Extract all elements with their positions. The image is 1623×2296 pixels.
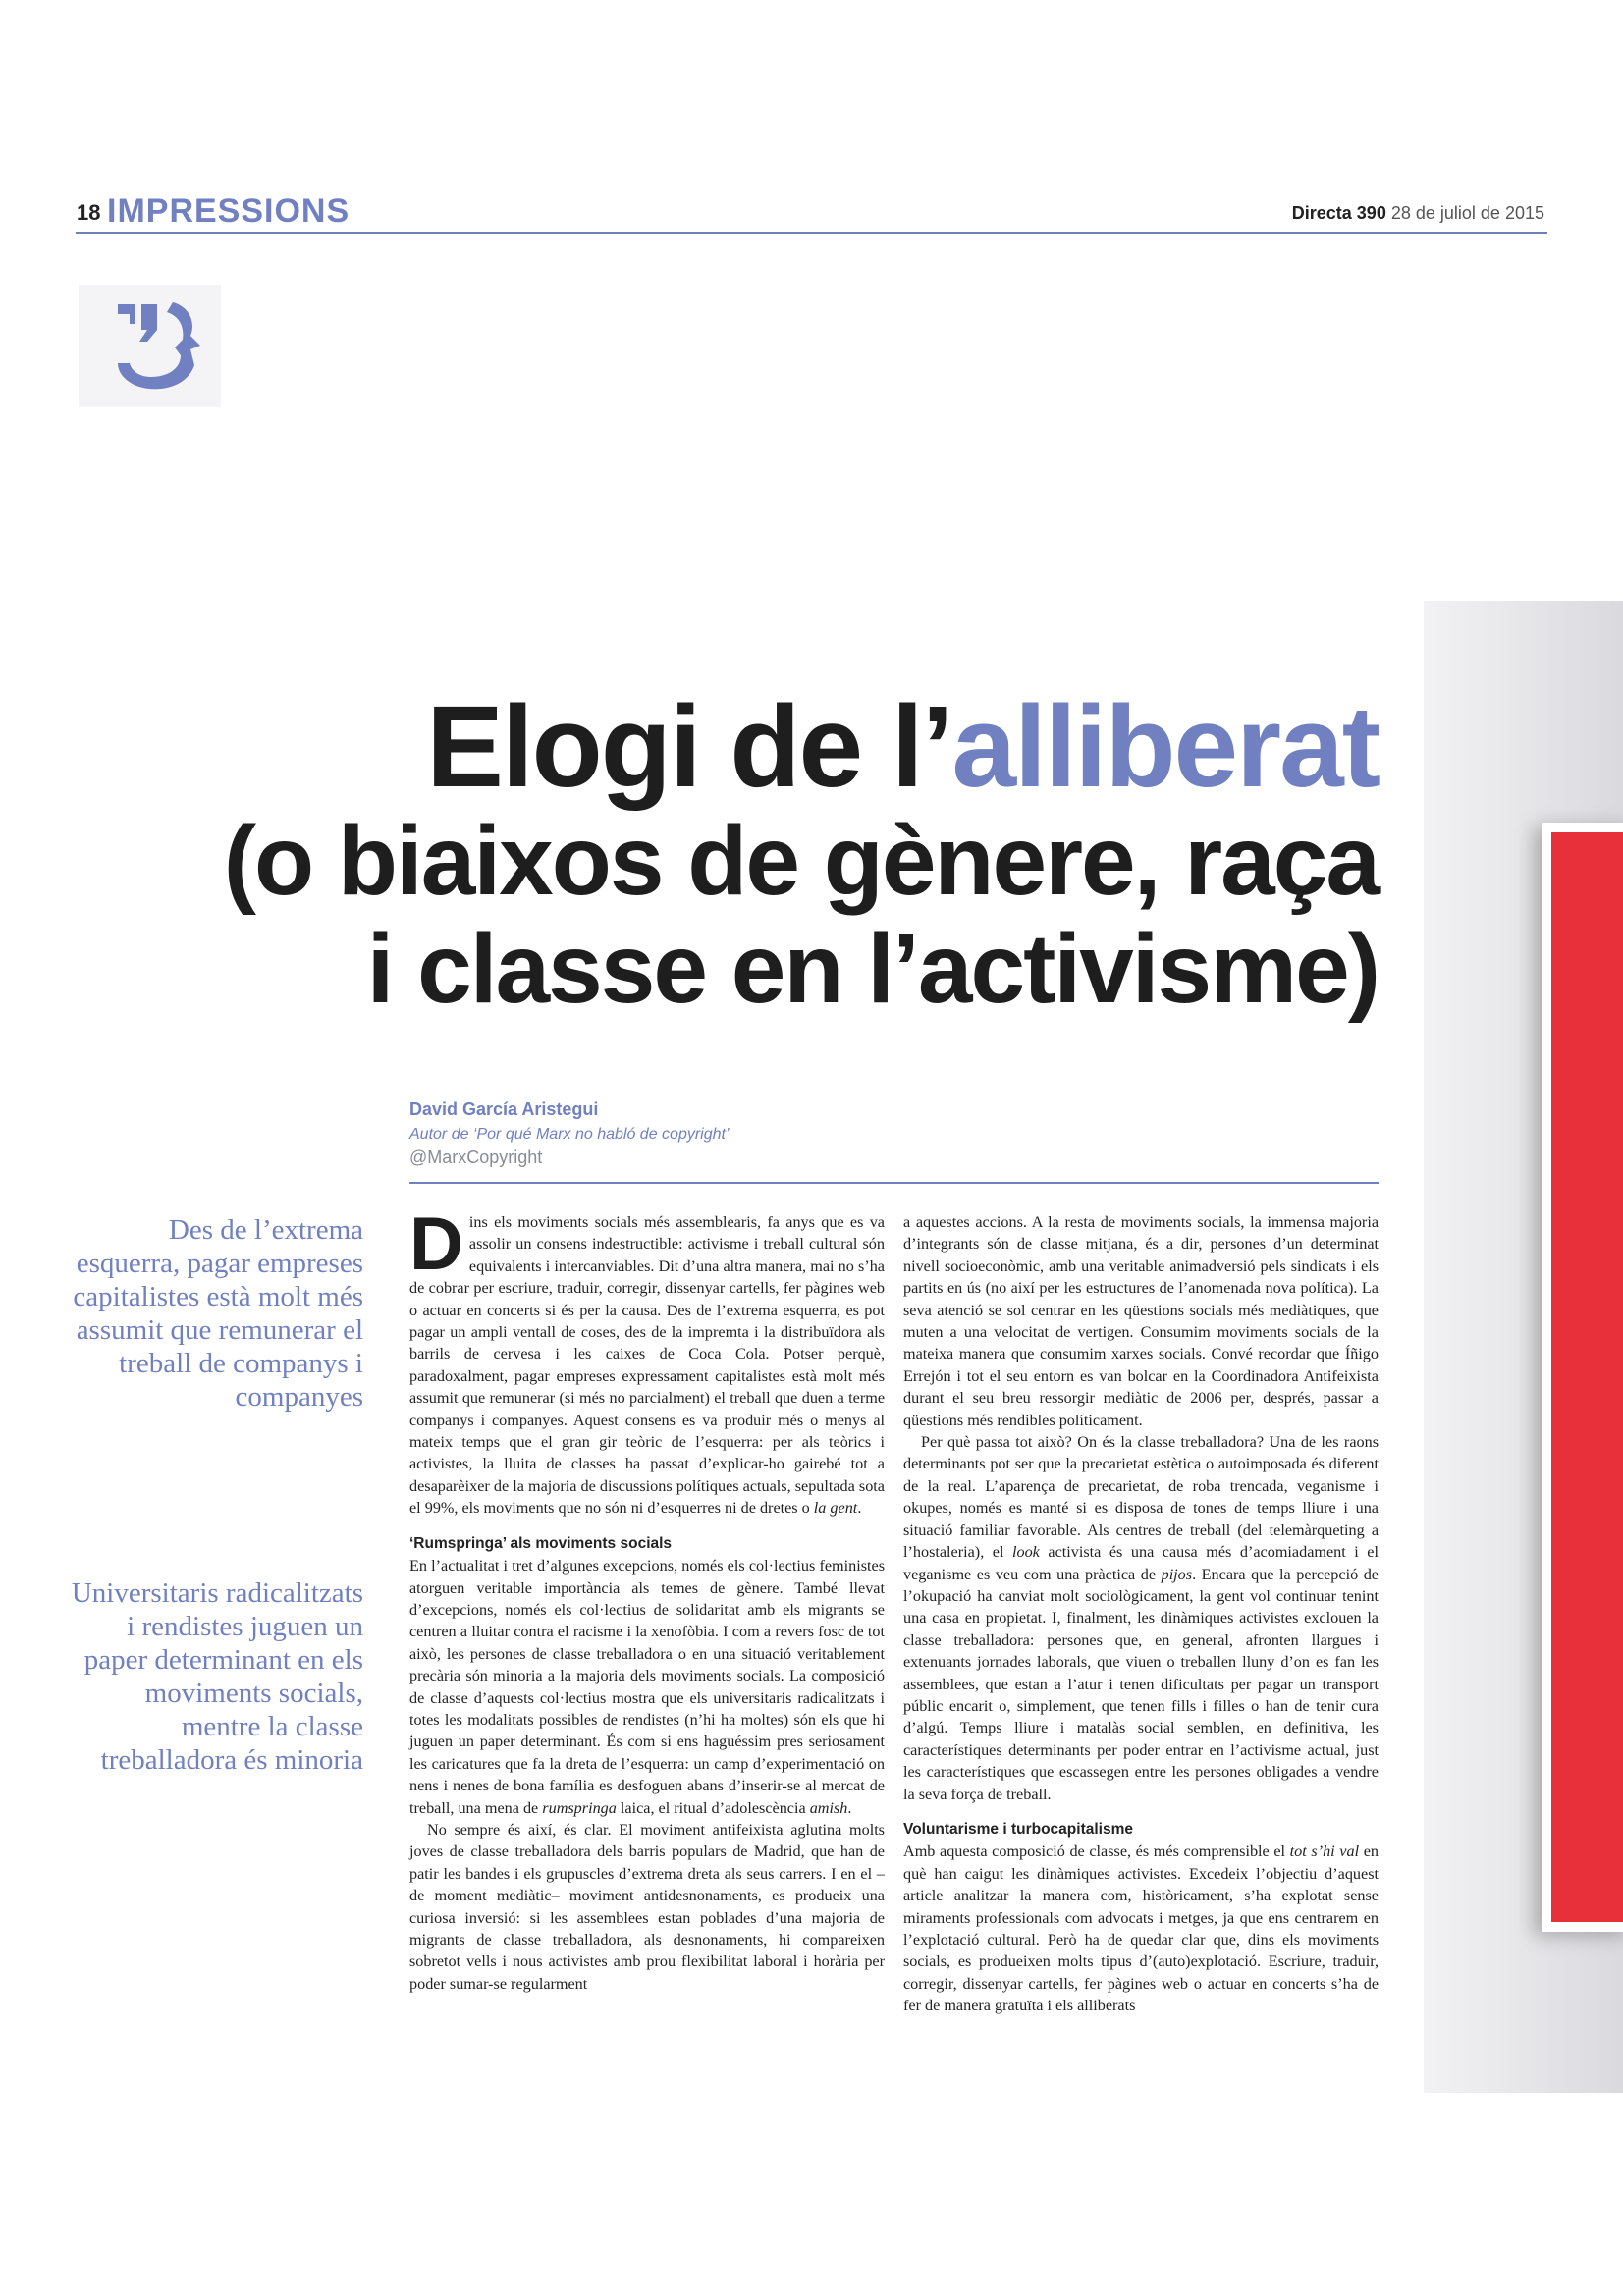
subheading: Voluntarisme i turbocapitalisme xyxy=(903,1820,1133,1838)
title-highlight: alliberat xyxy=(951,682,1379,812)
paragraph: En l’actualitat i tret d’algunes excepcions, només els col·lectius feministes atorguen veritable importància als temes de gènere. També llevat d’excepcions, només els col·lectius de solidaritat amb els migrants se centren a lluitar contra el racisme i la xenofòbia. I com a revers fosc de tot això, les persones de classe treballadora o en una situació veritablement precària són minoria a la majoria dels moviments socials. La composició de classe d’aquests col·lectius mostra que els universitaris radicalitzats i totes les modalitats possibles de rendistes (n’hi ha moltes) són els que hi juguen un paper determinant. És com si ens haguéssim pres seriosament les caricatures que fa la dreta de l’esquerra: un camp d’experimentació on nens i nenes de bona família es desfoguen abans d’inserir-se al mercat de treball, una mena de rumspringa laica, el ritual d’adolescència amish. xyxy=(409,1557,885,1817)
section-title: IMPRESSIONS xyxy=(107,192,351,230)
author-name: David García Aristegui xyxy=(409,1099,599,1119)
publication-name: Directa 390 xyxy=(1291,203,1386,223)
paragraph: Amb aquesta composició de classe, és més comprensible el tot s’hi val en què han caigut les dinàmiques activistes. Excedeix l’objectiu d’aquest article analitzar la manera com, històricament, s’ha explotat sense miraments professionals com advocats i metges, ja que ens centrarem en l’explotació cultural. Però ha de quedar clar que, dins els moviments socials, es produeixen molts tipus d’(auto)explotació. Escriure, traduir, corregir, dissenyar cartells, fer pàgines web o actuar en concerts s’ha de fer de manera gratuïta i els alliberats xyxy=(903,1842,1380,2015)
byline xyxy=(409,1099,730,1168)
header-rule xyxy=(76,232,1547,234)
article-column-1 xyxy=(409,1202,885,1995)
issue-info xyxy=(1292,203,1544,224)
author-handle[interactable]: @MarxCopyright xyxy=(409,1148,543,1167)
byline-rule xyxy=(409,1182,1379,1184)
title-line-3: i classe en l’activisme) xyxy=(366,914,1379,1024)
title-line-2: (o biaixos de gènere, raça xyxy=(223,806,1379,916)
pull-quote-2: Universitaris radicalitzats i rendistes juguen un paper determinant en els moviments socials, mentre la classe treballadora és minoria xyxy=(71,1577,363,1776)
speech-face-icon xyxy=(79,285,221,407)
paragraph: a aquestes accions. A la resta de moviments socials, la immensa majoria d’integrants són de classe mitjana, és a dir, persones d’un determinat nivell socioeconòmic, amb una veritable animadversió pels sindicats i els partits en ús (no així per les estructures de l’anomenada nova política). La seva atenció se sol centrar en les qüestions socials més mediàtiques, que muten a una velocitat de vertigen. Consumim moviments socials de la mateixa manera que consumim xarxes socials. Convé recordar que Íñigo Errejón i tot el seu entorn es van bolcar en la Coordinadora Antifeixista durant el seu breu ressorgir mediàtic de 2006 per, després, passar a qüestions més rendibles políticament. xyxy=(903,1213,1379,1429)
paragraph: No sempre és així, és clar. El moviment antifeixista aglutina molts joves de classe treballadora dels barris populars de Madrid, que han de patir les bandes i els grupuscles d’extrema dreta als seus carrers. I en el –de moment mediàtic– moviment antidesnonaments, es produeix una curiosa inversió: si les assemblees estan poblades d’una majoria de migrants de classe treballadora, als desnonaments, hi compareixen sobretot vells i nous activistes amb prou flexibilitat laboral i horària per poder sumar-se regularment xyxy=(409,1820,885,1993)
author-role: Autor de ‘Por qué Marx no habló de copyright’ xyxy=(409,1126,730,1143)
article-column-2 xyxy=(903,1211,1379,2017)
paragraph: Dins els moviments socials més assemblearis, fa anys que es va assolir un consens indestructible: activisme i treball cultural són equivalents i intercanviables. Dit d’una altra manera, mai no s’ha de cobrar per escriure, traduir, corregir, dissenyar cartells, fer pàgines web o actuar en concerts si és per la causa. Des de l’extrema esquerra, es pot pagar un ampli ventall de coses, des de la impremta i la distribuïdora als barrils de cervesa i les caixes de Coca Cola. Potser perquè, paradoxalment, pagar empreses expressament capitalistes està molt més assumit que remunerar (si més no parcialment) el treball que duen a terme companys i companyes. Aquest consens es va produir més o menys al mateix temps que el gran gir teòric de l’esquerra: per als teòrics i activistes, la lluita de classes ha passat d’explicar-ho gairebé tot a desaparèixer de la majoria de discussions polítiques actuals, sepultada sota el 99%, els moviments que no són ni d’esquerres ni de dretes o la gent. xyxy=(409,1202,885,1518)
pull-quote-1: Des de l’extrema esquerra, pagar empreses capitalistes està molt més assumit que remunerar el treball de companys i companyes xyxy=(73,1214,363,1413)
subheading: ‘Rumspringa’ als moviments socials xyxy=(409,1534,673,1552)
drop-cap: D xyxy=(409,1202,463,1286)
article-title xyxy=(223,682,1379,1024)
page-number: 18 xyxy=(77,200,101,225)
red-card-image xyxy=(1542,823,1623,1932)
paragraph: Per què passa tot això? On és la classe treballadora? Una de les raons determinants pot ser que la precarietat estètica o autoimposada és diferent de la real. L’aparença de precarietat, de roba trencada, veganisme i okupes, només es manté si es disposa de tones de temps lliure i una situació familiar favorable. Als centres de treball (del telemàrqueting a l’hostaleria), el look activista és una causa més d’acomiadament i el veganisme es veu com una pràctica de pijos. Encara que la percepció de l’okupació ha canviat molt sociològicament, la gent vol continuar tenint una casa en propietat. I, finalment, les dinàmiques activistes exclouen la classe treballadora: persones que, en general, afronten llargues i extenuants jornades laborals, que viuen o treballen lluny d’on es fan les assemblees, que estan a l’atur i tenen dificultats per pagar un transport públic encarit o, simplement, que tenen fills i filles o han de tenir cura d’algú. Temps lliure i matalàs social semblen, en definitiva, les característiques determinants per poder entrar en l’activisme actual, just les característiques que escassegen entre les persones obligades a vendre la seva força de treball. xyxy=(903,1433,1379,1803)
issue-date: 28 de juliol de 2015 xyxy=(1390,203,1544,223)
title-line-1: Elogi de l’alliberat xyxy=(426,682,1379,812)
